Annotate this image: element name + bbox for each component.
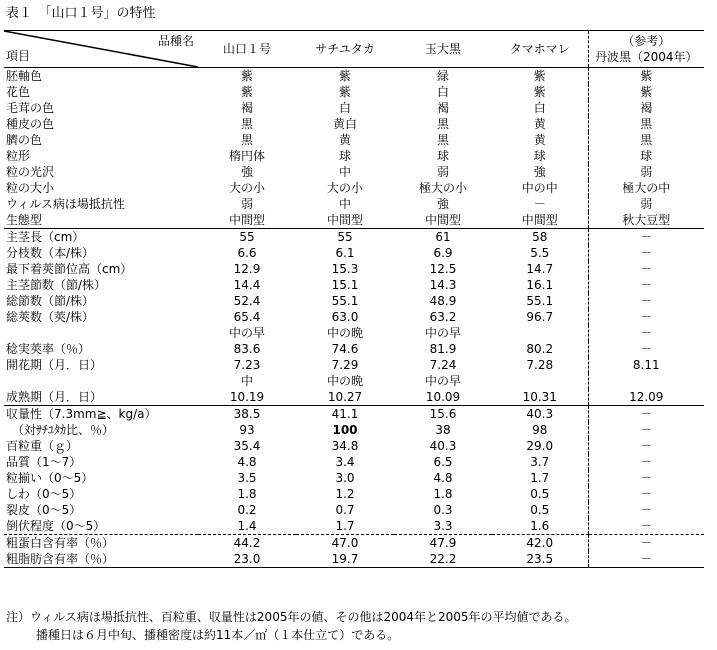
value-cell: 中の早 [424, 374, 461, 388]
table-row [4, 357, 704, 373]
table-body [4, 68, 704, 568]
reference-cell: － [588, 341, 704, 357]
table-row [4, 341, 704, 357]
value-cell: 55.1 [331, 294, 359, 308]
table-row [4, 245, 704, 261]
value-cell: 強 [533, 165, 546, 179]
value-cell: 23.5 [492, 551, 588, 568]
value-cell: 弱 [436, 165, 449, 179]
value-cell: 中間型 [198, 212, 296, 229]
row-label: 開花期（月．日） [6, 358, 103, 372]
reference-cell: 黒 [588, 116, 704, 132]
reference-cell: 秋大豆型 [588, 212, 704, 229]
value-cell: 7.24 [429, 358, 457, 372]
value-cell: 球 [533, 149, 546, 163]
value-cell: 中 [338, 197, 351, 211]
value-cell: 6.9 [433, 246, 453, 260]
reference-cell: － [588, 551, 704, 568]
value-cell: 楕円体 [228, 149, 265, 163]
value-cell: 58 [532, 230, 548, 244]
value-cell: 6.1 [335, 246, 355, 260]
row-label: ウィルス病ほ場抵抗性 [6, 197, 125, 211]
row-label: 種皮の色 [6, 117, 55, 131]
table-row [4, 502, 704, 518]
value-cell: 3.3 [394, 518, 492, 535]
value-cell: 極大の小 [418, 181, 467, 195]
table-row [4, 68, 704, 85]
table-row [4, 261, 704, 277]
table-row [4, 229, 704, 246]
reference-cell: － [588, 325, 704, 341]
value-cell: 55 [337, 230, 353, 244]
value-cell: 球 [338, 149, 351, 163]
table-row [4, 100, 704, 116]
row-label: 収量性（7.3mm≧、kg/a） [6, 407, 157, 421]
value-cell: 紫 [533, 69, 546, 83]
reference-cell: 褐 [588, 100, 704, 116]
header-row [4, 31, 704, 68]
reference-cell: 弱 [588, 196, 704, 212]
row-label: 百粒重（ｇ） [6, 439, 79, 453]
table-row [4, 293, 704, 309]
table-row [4, 148, 704, 164]
table-row [4, 84, 704, 100]
value-cell: 15.6 [429, 407, 457, 421]
value-cell: 40.3 [526, 407, 554, 421]
value-cell: 1.7 [530, 471, 550, 485]
value-cell: 63.0 [331, 310, 359, 324]
column-header-tamahomare: タマホマレ [492, 31, 588, 68]
value-cell: 白 [533, 101, 546, 115]
value-cell: 3.0 [335, 471, 355, 485]
row-label: 稔実莢率（％） [6, 342, 91, 356]
value-cell: 14.7 [526, 262, 554, 276]
value-cell: 強 [436, 197, 449, 211]
row-label: 総莢数（莢/株） [6, 310, 95, 324]
value-cell: 14.4 [233, 278, 261, 292]
reference-cell: 極大の中 [588, 180, 704, 196]
reference-cell: － [588, 438, 704, 454]
reference-cell: 紫 [588, 84, 704, 100]
value-cell: 紫 [338, 85, 351, 99]
table-row [4, 518, 704, 535]
value-cell: 55.1 [526, 294, 554, 308]
reference-cell: － [588, 245, 704, 261]
value-cell: 14.3 [429, 278, 457, 292]
row-label: 最下着莢節位高（cm） [6, 262, 133, 276]
value-cell: 白 [338, 101, 351, 115]
value-cell: 6.6 [237, 246, 257, 260]
value-cell: 中 [338, 165, 351, 179]
reference-cell: － [588, 502, 704, 518]
row-label: 粒形 [6, 149, 31, 163]
row-label: 毛茸の色 [6, 101, 55, 115]
reference-cell: － [588, 470, 704, 486]
reference-cell: 黒 [588, 132, 704, 148]
value-cell: 3.4 [335, 455, 355, 469]
value-cell: 93 [239, 423, 255, 437]
row-label: 粗脂肪含有率（％） [4, 551, 198, 568]
value-cell: 35.4 [233, 439, 261, 453]
value-cell: 3.7 [530, 455, 550, 469]
column-header-sachiyutaka: サチユタカ [296, 31, 394, 68]
value-cell: 0.2 [237, 503, 257, 517]
value-cell: － [533, 197, 546, 211]
value-cell: 10.31 [492, 389, 588, 406]
row-label: 胚軸色 [6, 69, 43, 83]
value-cell: 34.8 [331, 439, 359, 453]
value-cell: 63.2 [429, 310, 457, 324]
row-label: 総節数（節/株） [6, 294, 95, 308]
value-cell: 1.6 [492, 518, 588, 535]
table-row [4, 277, 704, 293]
value-cell: 紫 [240, 69, 253, 83]
table-row [4, 325, 704, 341]
value-cell: 黄 [533, 117, 546, 131]
value-cell: 16.1 [526, 278, 554, 292]
table-row [4, 132, 704, 148]
value-cell: 中間型 [394, 212, 492, 229]
column-header-yamaguchi1: 山口１号 [198, 31, 296, 68]
reference-cell: 紫 [588, 68, 704, 85]
value-cell: 球 [436, 149, 449, 163]
value-cell [492, 325, 588, 341]
row-label: 分枝数（本/株） [6, 246, 95, 260]
value-cell: 黄 [338, 133, 351, 147]
row-label: 臍の色 [6, 133, 43, 147]
value-cell: 52.4 [233, 294, 261, 308]
value-cell: 強 [240, 165, 253, 179]
value-cell: 83.6 [233, 342, 261, 356]
value-cell: 中の早 [228, 326, 265, 340]
reference-cell: － [588, 486, 704, 502]
table-row [4, 406, 704, 423]
value-cell: 黄 [533, 133, 546, 147]
table-row [4, 373, 704, 389]
table-row [4, 454, 704, 470]
value-cell: 黒 [240, 133, 253, 147]
value-cell: 38 [435, 423, 451, 437]
reference-cell: 8.11 [588, 357, 704, 373]
table-row [4, 422, 704, 438]
row-label: 裂皮（0～5） [6, 503, 82, 517]
value-cell: 23.0 [198, 551, 296, 568]
value-cell: 74.6 [331, 342, 359, 356]
value-cell: 0.7 [335, 503, 355, 517]
value-cell: 黄白 [332, 117, 357, 131]
reference-cell: － [588, 518, 704, 535]
table-title: 表１ 「山口１号」の特性 [6, 6, 156, 21]
value-cell: 弱 [240, 197, 253, 211]
value-cell: 12.5 [429, 262, 457, 276]
footnote-1: 注）ウィルス病ほ場抵抗性、百粒重、収量性は2005年の値、その他は2004年と2005年の平均値である。 [6, 610, 577, 624]
value-cell: 81.9 [429, 342, 457, 356]
value-cell: 55 [239, 230, 255, 244]
value-cell: 22.2 [394, 551, 492, 568]
value-cell: 7.29 [331, 358, 359, 372]
table-row [4, 389, 704, 406]
column-header-reference [588, 31, 704, 68]
reference-cell: － [588, 422, 704, 438]
value-cell [492, 373, 588, 389]
value-cell: 1.4 [198, 518, 296, 535]
value-cell: 中間型 [296, 212, 394, 229]
row-label: 成熟期（月．日） [4, 389, 198, 406]
table-row [4, 438, 704, 454]
value-cell: 5.5 [530, 246, 550, 260]
table-row [4, 180, 704, 196]
value-cell: 10.19 [198, 389, 296, 406]
table-row [4, 551, 704, 568]
row-label [4, 325, 198, 341]
value-cell: 42.0 [526, 536, 554, 550]
value-cell: 中間型 [492, 212, 588, 229]
row-label [4, 373, 198, 389]
value-cell: 4.8 [433, 471, 453, 485]
table-row [4, 212, 704, 229]
value-cell: 褐 [240, 101, 253, 115]
value-cell: 大の小 [228, 181, 265, 195]
value-cell: 10.27 [296, 389, 394, 406]
value-cell: 黒 [436, 133, 449, 147]
value-cell: 3.5 [237, 471, 257, 485]
value-cell: 6.5 [433, 455, 453, 469]
footnote-2: 播種日は６月中旬、播種密度は約11本／㎡（１本仕立て）である。 [36, 628, 400, 642]
value-cell: 100 [332, 423, 358, 437]
value-cell: 7.28 [526, 358, 554, 372]
value-cell: 47.9 [429, 536, 457, 550]
value-cell: 44.2 [233, 536, 261, 550]
value-cell: 中の晩 [326, 374, 363, 388]
row-label: 花色 [6, 85, 31, 99]
value-cell: 褐 [436, 101, 449, 115]
reference-name: 丹波黒（2004年） [594, 50, 698, 64]
value-cell: 40.3 [429, 439, 457, 453]
row-label: 主茎長（cm） [6, 230, 85, 244]
reference-cell: 12.09 [588, 389, 704, 406]
table-row [4, 116, 704, 132]
column-header-tamadaikoku: 玉大黒 [394, 31, 492, 68]
row-label: 粒の光沢 [6, 165, 55, 179]
value-cell: 1.8 [237, 487, 257, 501]
row-label: 粒揃い（0～5） [6, 471, 94, 485]
value-cell: 1.2 [335, 487, 355, 501]
value-cell: 1.7 [296, 518, 394, 535]
value-cell: 98 [532, 423, 548, 437]
reference-cell: － [588, 309, 704, 325]
value-cell: 紫 [533, 85, 546, 99]
row-label: 生態型 [4, 212, 198, 229]
value-cell: 黒 [240, 117, 253, 131]
value-cell: 緑 [436, 69, 449, 83]
table-row [4, 196, 704, 212]
row-label: しわ（0～5） [6, 487, 82, 501]
reference-cell: － [588, 454, 704, 470]
row-label: 倒伏程度（0～5） [4, 518, 198, 535]
value-cell: 19.7 [296, 551, 394, 568]
value-cell: 96.7 [526, 310, 554, 324]
value-cell: 15.3 [331, 262, 359, 276]
value-cell: 4.8 [237, 455, 257, 469]
row-label: （対ｻﾁﾕﾀｶ比、％） [6, 423, 115, 437]
corner-cell [4, 31, 198, 68]
value-cell: 80.2 [526, 342, 554, 356]
value-cell: 中の早 [424, 326, 461, 340]
value-cell: 10.09 [394, 389, 492, 406]
value-cell: 41.1 [331, 407, 359, 421]
reference-cell: － [588, 293, 704, 309]
reference-cell: 弱 [588, 164, 704, 180]
row-label: 粒の大小 [6, 181, 55, 195]
table-row [4, 535, 704, 552]
value-cell: 29.0 [526, 439, 554, 453]
reference-cell: － [588, 229, 704, 246]
reference-cell [588, 373, 704, 389]
reference-cell: － [588, 535, 704, 552]
reference-cell: － [588, 261, 704, 277]
value-cell: 中 [240, 374, 253, 388]
value-cell: 0.3 [433, 503, 453, 517]
value-cell: 38.5 [233, 407, 261, 421]
value-cell: 黒 [436, 117, 449, 131]
row-label: 粗蛋白含有率（％） [6, 536, 115, 550]
value-cell: 紫 [240, 85, 253, 99]
value-cell: 紫 [338, 69, 351, 83]
table-row [4, 164, 704, 180]
reference-cell: － [588, 277, 704, 293]
footnotes [6, 608, 577, 644]
corner-cultivar-label: 品種名 [157, 34, 194, 48]
value-cell: 61 [435, 230, 451, 244]
value-cell: 1.8 [433, 487, 453, 501]
characteristics-table [4, 30, 704, 568]
value-cell: 48.9 [429, 294, 457, 308]
table-row [4, 486, 704, 502]
reference-label: （参考） [622, 34, 671, 48]
corner-item-label: 項目 [6, 49, 31, 63]
value-cell: 15.1 [331, 278, 359, 292]
reference-cell: 球 [588, 148, 704, 164]
value-cell: 中の中 [521, 181, 558, 195]
row-label: 品質（1～7） [6, 455, 82, 469]
table-row [4, 309, 704, 325]
value-cell: 0.5 [530, 487, 550, 501]
table-row [4, 470, 704, 486]
row-label: 主茎節数（節/株） [6, 278, 107, 292]
value-cell: 7.23 [233, 358, 261, 372]
value-cell: 中の晩 [326, 326, 363, 340]
value-cell: 12.9 [233, 262, 261, 276]
value-cell: 大の小 [326, 181, 363, 195]
value-cell: 白 [436, 85, 449, 99]
value-cell: 47.0 [331, 536, 359, 550]
value-cell: 0.5 [530, 503, 550, 517]
reference-cell: － [588, 406, 704, 423]
value-cell: 65.4 [233, 310, 261, 324]
